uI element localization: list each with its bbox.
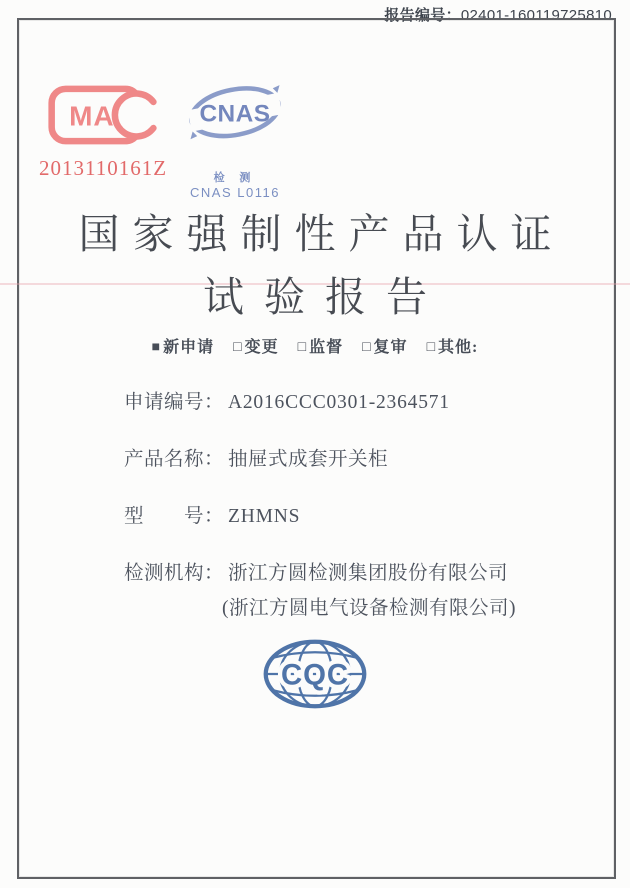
field-test-org-label: 检测机构： — [124, 563, 225, 584]
document-title-line2: 试验报告 — [203, 274, 447, 320]
field-test-org-value2: (浙江方圆电气设备检测有限公司) — [222, 598, 516, 619]
checkbox-checked-icon: ■ — [151, 340, 162, 355]
svg-text:MA: MA — [69, 100, 115, 132]
field-application-no-value: A2016CCC0301-2364571 — [228, 392, 450, 413]
cnas-logo-block — [180, 76, 290, 200]
checkbox-empty-icon: □ — [362, 340, 372, 355]
apply-type-review-label: 复审 — [373, 339, 408, 356]
field-product-name-value: 抽屉式成套开关柜 — [228, 449, 389, 470]
field-test-org-value: 浙江方圆检测集团股份有限公司 — [228, 563, 509, 584]
cnas-caption-jiance: 检 测 — [213, 172, 257, 184]
cnas-logo-icon — [185, 100, 285, 166]
document-title-line1: 国家强制性产品认证 — [78, 211, 565, 257]
report-number — [384, 4, 612, 25]
apply-type-review — [362, 334, 407, 357]
checkbox-empty-icon: □ — [233, 340, 243, 355]
checkbox-empty-icon: □ — [426, 340, 437, 355]
report-number-label: 报告编号： — [384, 8, 461, 24]
apply-type-change-label: 变更 — [244, 339, 279, 356]
document-title — [0, 205, 630, 326]
field-test-org — [124, 557, 564, 585]
field-model-label: 型 号： — [124, 506, 225, 527]
field-product-name-label: 产品名称： — [124, 449, 225, 470]
apply-type-change — [233, 334, 278, 357]
cqc-logo-block — [0, 638, 630, 715]
apply-type-new — [152, 334, 214, 357]
checkbox-empty-icon: □ — [297, 340, 308, 355]
cma-logo-icon — [47, 100, 159, 152]
apply-type-other-label: 其他: — [438, 339, 479, 356]
field-application-no — [124, 386, 564, 414]
report-number-value: 02401-160119725810 — [460, 7, 612, 24]
field-model — [124, 500, 564, 528]
apply-type-supervision — [298, 334, 343, 357]
cqc-globe-icon — [261, 658, 369, 714]
apply-type-new-label: 新申请 — [163, 339, 215, 356]
cma-logo-block — [38, 82, 168, 181]
apply-type-supervision-label: 监督 — [309, 339, 344, 356]
svg-text:CQC: CQC — [280, 658, 350, 692]
field-model-value: ZHMNS — [228, 506, 301, 527]
field-product-name — [124, 443, 564, 471]
svg-text:CNAS: CNAS — [199, 100, 271, 128]
field-application-no-label: 申请编号： — [124, 392, 225, 413]
cma-cert-number: 2013110161Z — [38, 156, 168, 180]
cnas-caption-number: CNAS L0116 — [190, 185, 280, 200]
form-fields — [124, 386, 564, 649]
apply-type-other — [427, 334, 479, 357]
application-type-row — [0, 334, 630, 357]
